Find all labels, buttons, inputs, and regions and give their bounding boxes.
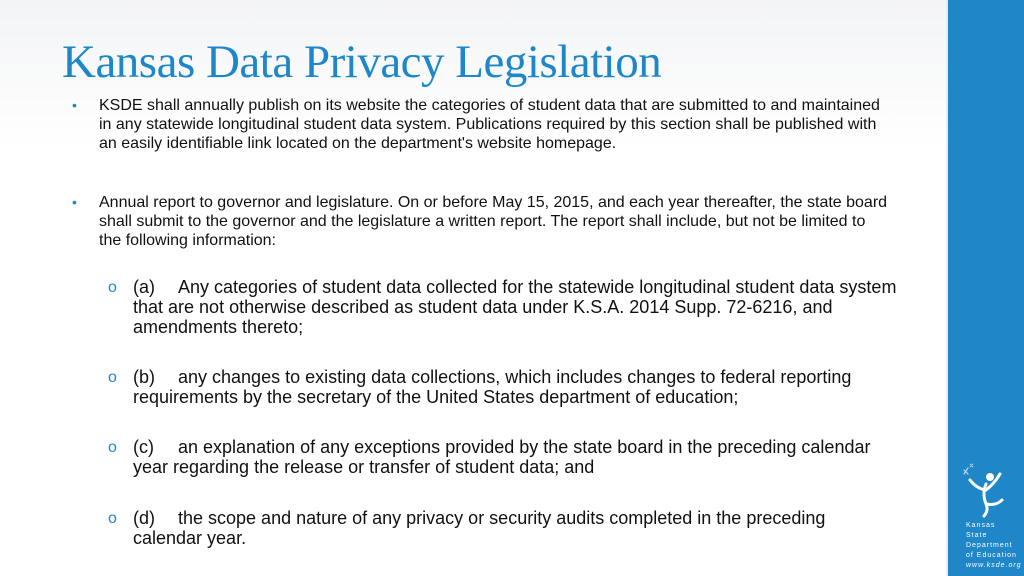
sub-item-text: the scope and nature of any privacy or security audits completed in the preceding calendar year. — [133, 508, 826, 548]
sub-item-body — [133, 277, 898, 337]
bullet-dot-icon: • — [72, 97, 77, 113]
sub-item-label: (d) — [133, 508, 155, 528]
sub-item-body — [133, 367, 898, 407]
bullet-text: Annual report to governor and legislature. On or before May 15, 2015, and each year thereafter, the state board shall submit to the governor and the legislature a written report. The report shall include, but not be limited to the following information: — [99, 194, 888, 249]
kansas-figure-logo-icon — [956, 460, 1016, 520]
logo-line: of Education — [966, 552, 1017, 559]
logo-caption — [966, 521, 1022, 571]
ring-bullet-icon: o — [108, 279, 117, 296]
sub-item-text: Any categories of student data collected for the statewide longitudinal student data system that are not otherwise described as student data under K.S.A. 2014 Supp. 72-6216, and amendments thereto; — [133, 277, 897, 337]
logo-url: www.ksde.org — [966, 562, 1022, 569]
ring-bullet-icon: o — [108, 439, 117, 456]
logo-line: Department — [966, 542, 1013, 549]
sub-item-label: (b) — [133, 367, 155, 387]
slide-title: Kansas Data Privacy Legislation — [62, 36, 662, 88]
sub-item-body — [133, 437, 898, 477]
sub-item-body — [133, 508, 898, 548]
bullet-dot-icon: • — [72, 194, 77, 210]
sub-item-text: any changes to existing data collections, which includes changes to federal reporting requirements by the secretary of the United States department of education; — [133, 367, 852, 407]
logo-line: Kansas State — [966, 522, 996, 539]
ring-bullet-icon: o — [108, 510, 117, 527]
ring-bullet-icon: o — [108, 369, 117, 386]
sub-item-text: an explanation of any exceptions provided by the state board in the preceding calendar year regarding the release or transfer of student data; and — [133, 437, 871, 477]
bullet-text: KSDE shall annually publish on its website the categories of student data that are submitted to and maintained in any statewide longitudinal student data system. Publications required by this section shall be published with an easily identifiable link located on the department's website homepage. — [99, 97, 880, 152]
sub-item-label: (c) — [133, 437, 154, 457]
sub-item-label: (a) — [133, 277, 155, 297]
